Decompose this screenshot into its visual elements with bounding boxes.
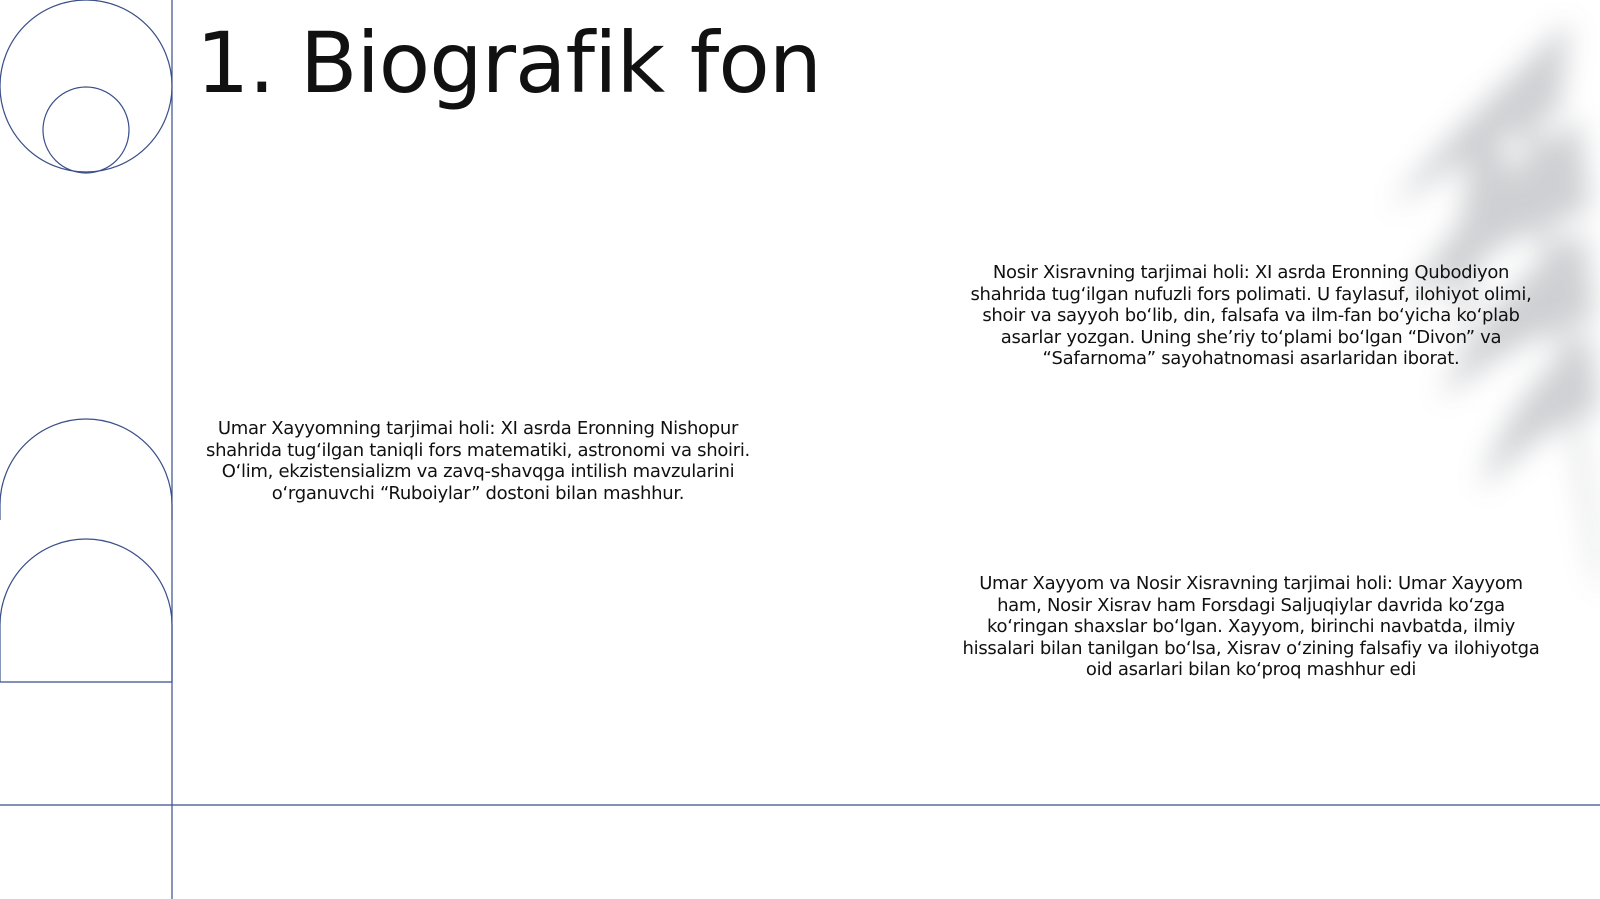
- outer-circle: [0, 0, 172, 172]
- inner-circle: [43, 87, 129, 173]
- slide-title: 1. Biografik fon: [196, 14, 821, 112]
- nosir-xisrav-biography: Nosir Xisravning tarjimai holi: XI asrda Eronning Qubodiyon shahrida tug‘ilgan nufuzli fors polimati. U faylasuf, ilohiyot olimi, shoir va sayyoh bo‘lib, din, falsafa va ilm-fan bo‘yicha ko‘plab asarlar yozgan. Uning she’riy to‘plami bo‘lgan “Divon” va “Safarnoma” sayohatnomasi asarlaridan iborat.: [970, 262, 1532, 369]
- umar-xayyom-biography: Umar Xayyomning tarjimai holi: XI asrda Eronning Nishopur shahrida tug‘ilgan taniqli fors matematiki, astronomi va shoiri. O‘lim, ekzistensializm va zavq-shavqga intilish mavzularini o‘rganuvchi “Ruboiylar” dostoni bilan mashhur.: [206, 418, 750, 504]
- upper-arch: [0, 419, 172, 520]
- combined-biography: Umar Xayyom va Nosir Xisravning tarjimai holi: Umar Xayyom ham, Nosir Xisrav ham Forsdagi Saljuqiylar davrida ko‘zga ko‘ringan shaxslar bo‘lgan. Xayyom, birinchi navbatda, ilmiy hissalari bilan tanilgan bo‘lsa, Xisrav o‘zining falsafiy va ilohiyotga oid asarlari bilan ko‘proq mashhur edi: [962, 573, 1540, 680]
- lower-arch: [0, 539, 172, 682]
